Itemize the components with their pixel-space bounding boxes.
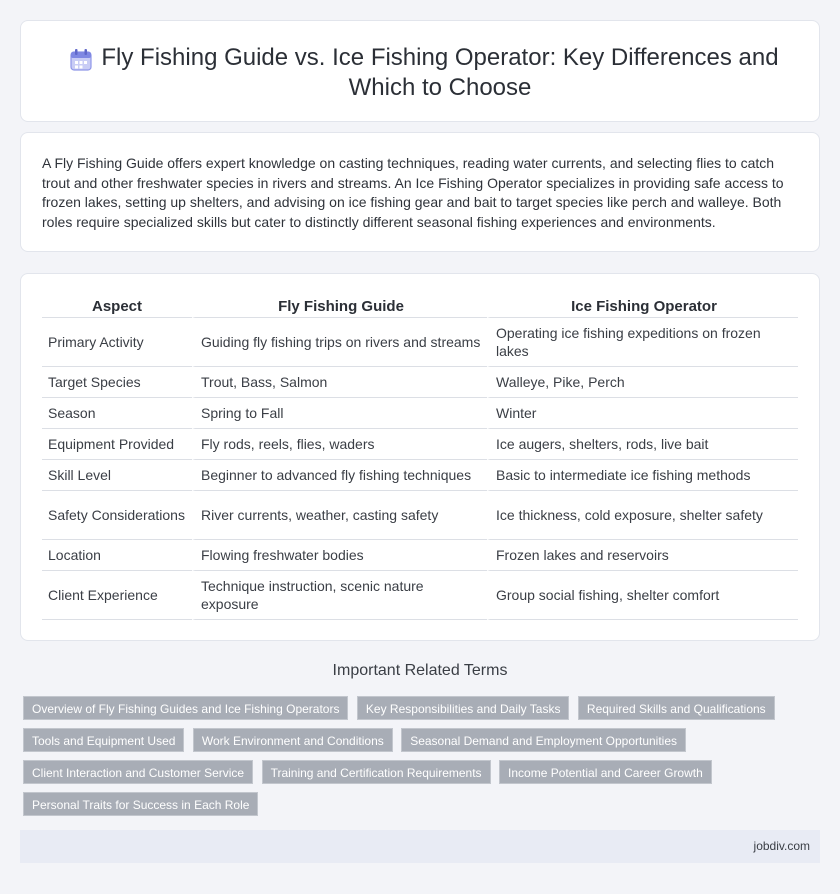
aspect-cell: Safety Considerations [42,491,192,540]
table-row [42,429,798,460]
related-term-tag[interactable]: Key Responsibilities and Daily Tasks [357,696,570,720]
aspect-cell: Location [42,540,192,571]
table-row [42,571,798,620]
ice-fishing-cell: Operating ice fishing expeditions on frozen lakes [487,318,798,367]
header-ice-fishing-operator: Ice Fishing Operator [487,296,798,318]
footer-site-link[interactable]: jobdiv.com [753,839,810,853]
ice-fishing-cell: Frozen lakes and reservoirs [487,540,798,571]
intro-card [20,132,820,252]
ice-fishing-cell: Winter [487,398,798,429]
related-term-tag[interactable]: Seasonal Demand and Employment Opportunities [401,728,686,752]
related-term-tag[interactable]: Income Potential and Career Growth [499,760,712,784]
related-term-tag[interactable]: Tools and Equipment Used [23,728,184,752]
fly-fishing-cell: Fly rods, reels, flies, waders [192,429,487,460]
aspect-cell: Primary Activity [42,318,192,367]
related-term-tag[interactable]: Required Skills and Qualifications [578,696,775,720]
comparison-table-card [20,273,820,641]
related-term-tag[interactable]: Overview of Fly Fishing Guides and Ice Fishing Operators [23,696,348,720]
fly-fishing-cell: Technique instruction, scenic nature exposure [192,571,487,620]
comparison-table [42,296,798,620]
aspect-cell: Target Species [42,367,192,398]
fly-fishing-cell: Beginner to advanced fly fishing techniques [192,460,487,491]
header-aspect: Aspect [42,296,192,318]
fly-fishing-cell: Flowing freshwater bodies [192,540,487,571]
table-row [42,540,798,571]
ice-fishing-cell: Group social fishing, shelter comfort [487,571,798,620]
related-term-tag[interactable]: Work Environment and Conditions [193,728,393,752]
aspect-cell: Equipment Provided [42,429,192,460]
table-row [42,318,798,367]
page-title: Fly Fishing Guide vs. Ice Fishing Operator: Key Differences and Which to Choose [101,44,779,101]
fly-fishing-cell: Trout, Bass, Salmon [192,367,487,398]
fly-fishing-cell: River currents, weather, casting safety [192,491,487,540]
related-term-tag[interactable]: Client Interaction and Customer Service [23,760,253,784]
ice-fishing-cell: Ice thickness, cold exposure, shelter safety [487,491,798,540]
table-row [42,367,798,398]
intro-paragraph: A Fly Fishing Guide offers expert knowledge on casting techniques, reading water currents, and selecting flies to catch trout and other freshwater species in rivers and streams. An Ice Fishing Operator specializes in providing safe access to frozen lakes, setting up shelters, and advising on ice fishing gear and bait to target species like perch and walleye. Both roles require specialized skills but cater to distinctly different seasonal fishing experiences and environments. [42,155,784,230]
related-terms-list [23,696,813,824]
related-term-tag[interactable]: Training and Certification Requirements [262,760,491,784]
header-fly-fishing-guide: Fly Fishing Guide [192,296,487,318]
table-row [42,491,798,540]
table-row [42,398,798,429]
table-header-row [42,296,798,318]
table-row [42,460,798,491]
ice-fishing-cell: Ice augers, shelters, rods, live bait [487,429,798,460]
fly-fishing-cell: Spring to Fall [192,398,487,429]
footer [20,830,820,863]
ice-fishing-cell: Walleye, Pike, Perch [487,367,798,398]
aspect-cell: Client Experience [42,571,192,620]
related-terms-heading: Important Related Terms [332,662,508,679]
title-card [20,20,820,122]
related-term-tag[interactable]: Personal Traits for Success in Each Role [23,792,258,816]
aspect-cell: Season [42,398,192,429]
fly-fishing-cell: Guiding fly fishing trips on rivers and streams [192,318,487,367]
aspect-cell: Skill Level [42,460,192,491]
ice-fishing-cell: Basic to intermediate ice fishing methods [487,460,798,491]
